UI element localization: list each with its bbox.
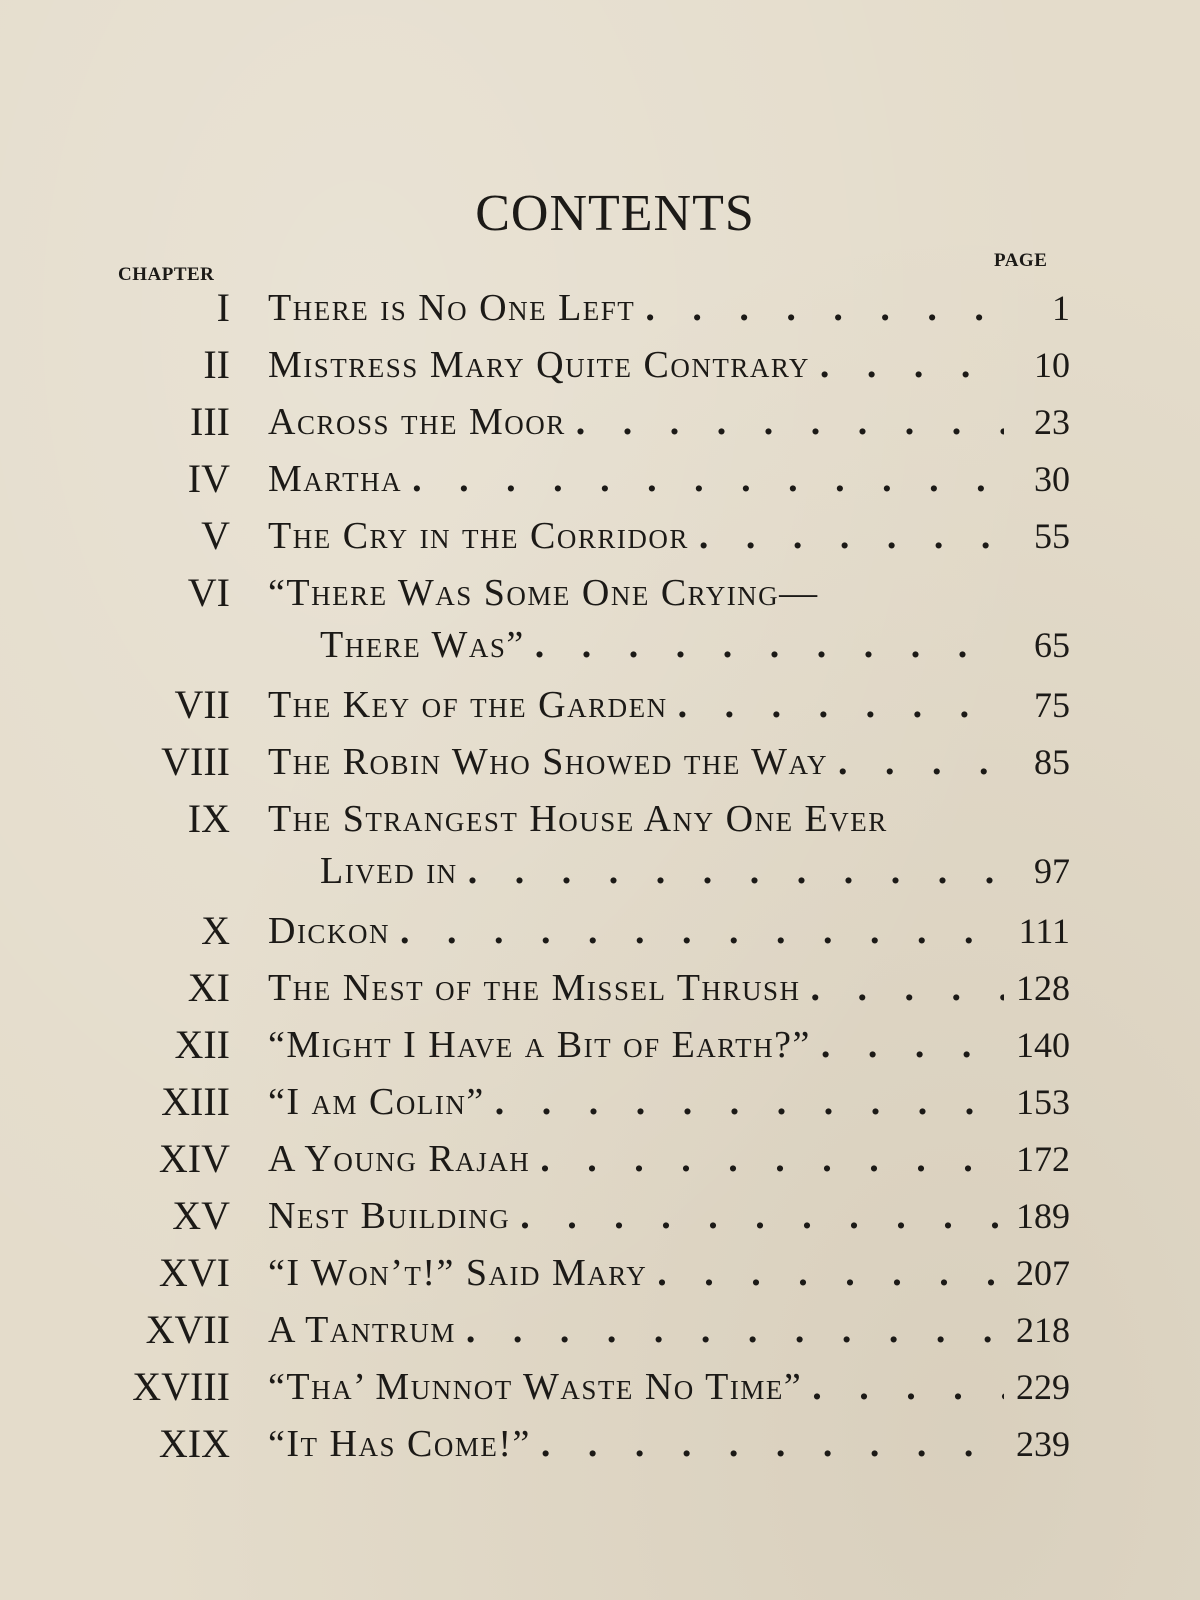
chapter-title: The Nest of the Missel Thrush bbox=[268, 967, 801, 1009]
chapter-title: “Tha’ Munnot Waste No Time” bbox=[268, 1366, 803, 1408]
contents-entry bbox=[0, 791, 1200, 903]
chapter-title: A Tantrum bbox=[268, 1309, 456, 1351]
dot-leader bbox=[540, 1137, 1004, 1181]
chapter-number: XI bbox=[187, 965, 230, 1010]
chapter-title: “There Was Some One Crying— bbox=[268, 572, 819, 614]
page-number: 97 bbox=[1034, 851, 1070, 891]
dot-leader bbox=[645, 286, 1004, 330]
page-number: 65 bbox=[1034, 625, 1070, 665]
chapter-number: XVII bbox=[145, 1307, 230, 1352]
chapter-number: IV bbox=[187, 456, 230, 501]
page-number: 1 bbox=[1052, 288, 1070, 328]
contents-entry bbox=[0, 903, 1200, 960]
dot-leader bbox=[657, 1251, 1004, 1295]
chapter-number: XV bbox=[172, 1193, 230, 1238]
contents-entry bbox=[0, 1245, 1200, 1302]
page-column-header: PAGE bbox=[994, 250, 1048, 271]
page-title: CONTENTS bbox=[475, 185, 755, 242]
dot-leader bbox=[838, 740, 1004, 784]
chapter-title: A Young Rajah bbox=[268, 1138, 531, 1180]
page-number: 153 bbox=[1016, 1082, 1070, 1122]
page-number: 239 bbox=[1016, 1424, 1070, 1464]
page-number: 128 bbox=[1016, 968, 1070, 1008]
chapter-number: XIV bbox=[158, 1136, 230, 1181]
chapter-title: The Robin Who Showed the Way bbox=[268, 741, 829, 783]
chapter-title: The Cry in the Corridor bbox=[268, 515, 689, 557]
chapter-number: IX bbox=[187, 796, 230, 841]
dot-leader bbox=[541, 1422, 1004, 1466]
chapter-title: Across the Moor bbox=[268, 401, 566, 443]
chapter-number: VII bbox=[174, 682, 230, 727]
contents-entry bbox=[0, 1188, 1200, 1245]
contents-entry bbox=[0, 280, 1200, 337]
contents-entry bbox=[0, 337, 1200, 394]
contents-entry bbox=[0, 565, 1200, 677]
page-number: 189 bbox=[1016, 1196, 1070, 1236]
page-number: 23 bbox=[1034, 402, 1070, 442]
chapter-number: II bbox=[203, 342, 230, 387]
contents-entry bbox=[0, 960, 1200, 1017]
dot-leader bbox=[466, 1308, 1004, 1352]
page-number: 10 bbox=[1034, 345, 1070, 385]
contents-list bbox=[0, 280, 1200, 1473]
contents-entry bbox=[0, 451, 1200, 508]
chapter-title: Mistress Mary Quite Contrary bbox=[268, 344, 810, 386]
page-number: 75 bbox=[1034, 685, 1070, 725]
chapter-number: V bbox=[201, 513, 230, 558]
dot-leader bbox=[821, 1023, 1004, 1067]
page-number: 218 bbox=[1016, 1310, 1070, 1350]
dot-leader bbox=[520, 1194, 1004, 1238]
dot-leader bbox=[812, 1365, 1004, 1409]
contents-entry bbox=[0, 677, 1200, 734]
dot-leader bbox=[678, 683, 1004, 727]
chapter-number: VI bbox=[187, 570, 230, 615]
page-number: 229 bbox=[1016, 1367, 1070, 1407]
dot-leader bbox=[699, 514, 1004, 558]
contents-entry bbox=[0, 734, 1200, 791]
contents-entry bbox=[0, 1302, 1200, 1359]
page-number: 172 bbox=[1016, 1139, 1070, 1179]
dot-leader bbox=[535, 623, 1004, 667]
chapter-title-continued: Lived in bbox=[320, 850, 458, 892]
chapter-number: XII bbox=[174, 1022, 230, 1067]
dot-leader bbox=[576, 400, 1004, 444]
dot-leader bbox=[495, 1080, 1004, 1124]
chapter-title: Martha bbox=[268, 458, 403, 500]
chapter-title: “Might I Have a Bit of Earth?” bbox=[268, 1024, 811, 1066]
chapter-number: X bbox=[201, 908, 230, 953]
chapter-number: VIII bbox=[161, 739, 230, 784]
chapter-title: Nest Building bbox=[268, 1195, 511, 1237]
contents-entry bbox=[0, 1416, 1200, 1473]
chapter-title: The Key of the Garden bbox=[268, 684, 668, 726]
dot-leader bbox=[468, 849, 1004, 893]
contents-entry bbox=[0, 508, 1200, 565]
page-number: 30 bbox=[1034, 459, 1070, 499]
chapter-title: “I Won’t!” Said Mary bbox=[268, 1252, 648, 1294]
chapter-number: III bbox=[190, 399, 230, 444]
contents-entry bbox=[0, 394, 1200, 451]
page-number: 111 bbox=[1018, 911, 1070, 951]
contents-entry bbox=[0, 1074, 1200, 1131]
page-number: 140 bbox=[1016, 1025, 1070, 1065]
chapter-column-header: CHAPTER bbox=[118, 264, 215, 285]
contents-entry bbox=[0, 1131, 1200, 1188]
chapter-title: “I am Colin” bbox=[268, 1081, 485, 1123]
contents-entry bbox=[0, 1359, 1200, 1416]
chapter-number: XVIII bbox=[132, 1364, 230, 1409]
page-number: 207 bbox=[1016, 1253, 1070, 1293]
chapter-title: Dickon bbox=[268, 910, 390, 952]
dot-leader bbox=[412, 457, 1004, 501]
chapter-number: I bbox=[216, 285, 230, 330]
dot-leader bbox=[400, 909, 1004, 953]
chapter-title: The Strangest House Any One Ever bbox=[268, 798, 888, 840]
chapter-number: XVI bbox=[158, 1250, 230, 1295]
chapter-number: XIX bbox=[158, 1421, 230, 1466]
dot-leader bbox=[811, 966, 1005, 1010]
chapter-number: XIII bbox=[161, 1079, 230, 1124]
contents-entry bbox=[0, 1017, 1200, 1074]
dot-leader bbox=[820, 343, 1004, 387]
page-number: 85 bbox=[1034, 742, 1070, 782]
chapter-title: There is No One Left bbox=[268, 287, 636, 329]
chapter-title-continued: There Was” bbox=[320, 624, 525, 666]
page-number: 55 bbox=[1034, 516, 1070, 556]
chapter-title: “It Has Come!” bbox=[268, 1423, 531, 1465]
